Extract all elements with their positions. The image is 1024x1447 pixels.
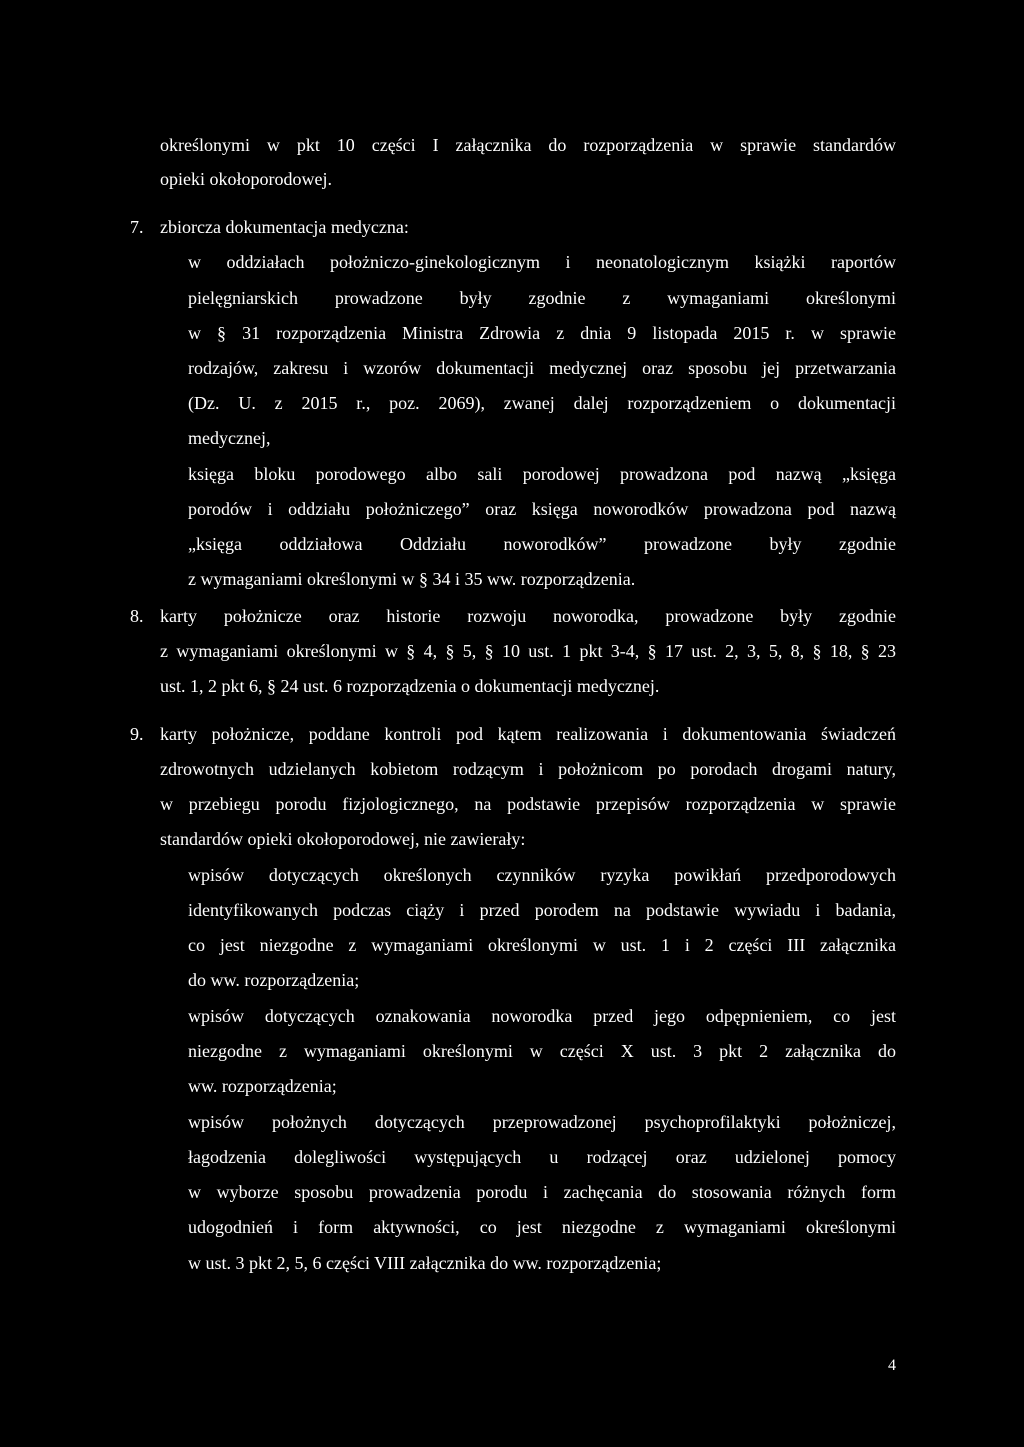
item-9-line-15: udogodnień i form aktywności, co jest niezgodne z wymaganiami określonymi [188, 1217, 896, 1237]
item-7-line-11: z wymaganiami określonymi w § 34 i 35 ww. rozporządzenia. [188, 569, 636, 589]
page-number: 4 [888, 1357, 896, 1374]
item-8-line-2: z wymaganiami określonymi w § 4, § 5, § 10 ust. 1 pkt 3-4, § 17 ust. 2, 3, 5, 8, § 18, § 23 [160, 641, 896, 661]
item-9-line-3: w przebiegu porodu fizjologicznego, na podstawie przepisów rozporządzenia w sprawie [160, 794, 896, 814]
item-9-line-13: łagodzenia dolegliwości występujących u rodzącej oraz udzielonej pomocy [188, 1147, 896, 1167]
item-8-line-1: karty położnicze oraz historie rozwoju noworodka, prowadzone były zgodnie [160, 606, 896, 626]
item-7-line-2: w oddziałach położniczo-ginekologicznym i neonatologicznym książki raportów [188, 252, 896, 272]
intro-line-2: opieki okołoporodowej. [160, 169, 332, 189]
item-9-line-4: standardów opieki okołoporodowej, nie zawierały: [160, 829, 526, 849]
item-9-line-16: w ust. 3 pkt 2, 5, 6 części VIII załącznika do ww. rozporządzenia; [188, 1253, 662, 1273]
item-7-line-4: w § 31 rozporządzenia Ministra Zdrowia z dnia 9 listopada 2015 r. w sprawie [188, 323, 896, 343]
item-7-line-5: rodzajów, zakresu i wzorów dokumentacji medycznej oraz sposobu jej przetwarzania [188, 358, 896, 378]
item-9-number: 9. [130, 724, 144, 744]
item-9-line-10: niezgodne z wymaganiami określonymi w części X ust. 3 pkt 2 załącznika do [188, 1041, 896, 1061]
item-7-line-1: zbiorcza dokumentacja medyczna: [160, 217, 409, 237]
item-9-line-5: wpisów dotyczących określonych czynników ryzyka powikłań przedporodowych [188, 865, 896, 885]
item-9-line-7: co jest niezgodne z wymaganiami określonymi w ust. 1 i 2 części III załącznika [188, 935, 896, 955]
item-7-number: 7. [130, 217, 144, 237]
item-7-line-9: porodów i oddziału położniczego” oraz księga noworodków prowadzona pod nazwą [188, 499, 896, 519]
item-7-line-10: „księga oddziałowa Oddziału noworodków” prowadzone były zgodnie [188, 534, 896, 554]
item-9-line-2: zdrowotnych udzielanych kobietom rodzącym i położnicom po porodach drogami natury, [160, 759, 896, 779]
item-7-line-3: pielęgniarskich prowadzone były zgodnie z wymaganiami określonymi [188, 288, 896, 308]
item-9-line-11: ww. rozporządzenia; [188, 1076, 337, 1096]
item-8-number: 8. [130, 606, 144, 626]
item-9-line-1: karty położnicze, poddane kontroli pod kątem realizowania i dokumentowania świadczeń [160, 724, 896, 744]
item-8-line-3: ust. 1, 2 pkt 6, § 24 ust. 6 rozporządzenia o dokumentacji medycznej. [160, 676, 660, 696]
item-9-line-8: do ww. rozporządzenia; [188, 970, 360, 990]
item-7-line-8: księga bloku porodowego albo sali porodowej prowadzona pod nazwą „księga [188, 464, 896, 484]
item-9-line-6: identyfikowanych podczas ciąży i przed porodem na podstawie wywiadu i badania, [188, 900, 896, 920]
item-9-line-12: wpisów położnych dotyczących przeprowadzonej psychoprofilaktyki położniczej, [188, 1112, 896, 1132]
item-9-line-14: w wyborze sposobu prowadzenia porodu i zachęcania do stosowania różnych form [188, 1182, 896, 1202]
item-7-line-6: (Dz. U. z 2015 r., poz. 2069), zwanej dalej rozporządzeniem o dokumentacji [188, 393, 896, 413]
item-7-line-7: medycznej, [188, 428, 271, 448]
intro-line-1: określonymi w pkt 10 części I załącznika do rozporządzenia w sprawie standardów [160, 135, 896, 155]
item-9-line-9: wpisów dotyczących oznakowania noworodka przed jego odpępnieniem, co jest [188, 1006, 896, 1026]
